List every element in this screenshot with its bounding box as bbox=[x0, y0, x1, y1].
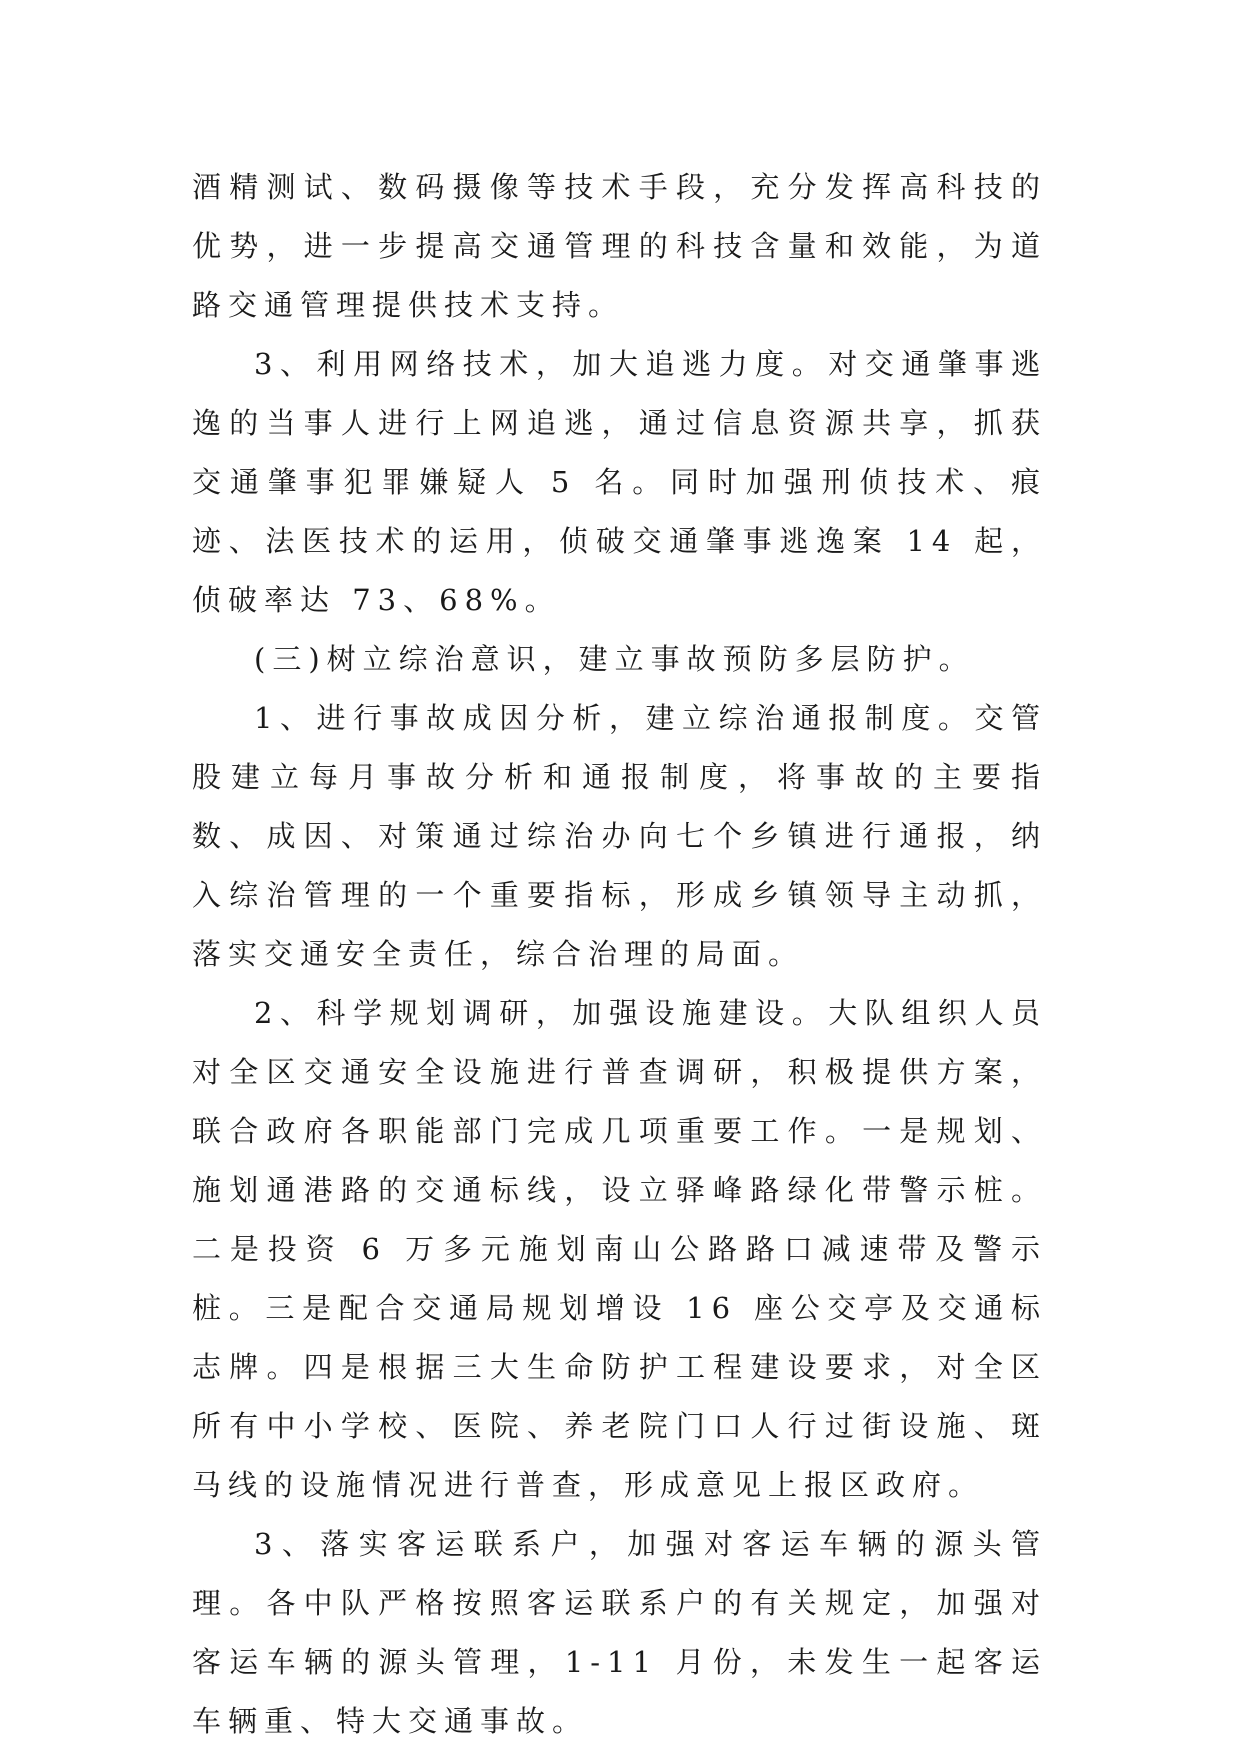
paragraph-passenger-transport: 3、落实客运联系户，加强对客运车辆的源头管理。各中队严格按照客运联系户的有关规定，加强对客运车辆的源头管理，1-11 月份，未发生一起客运车辆重、特大交通事故。 bbox=[192, 1527, 1047, 1738]
paragraph-accident-analysis: 1、进行事故成因分析，建立综治通报制度。交管股建立每月事故分析和通报制度，将事故的主要指数、成因、对策通过综治办向七个乡镇进行通报，纳入综治管理的一个重要指标，形成乡镇领导主动抓，落实交通安全责任，综合治理的局面。 bbox=[192, 701, 1047, 971]
paragraph-network-pursuit: 3、利用网络技术，加大追逃力度。对交通肇事逃逸的当事人进行上网追逃，通过信息资源共享，抓获交通肇事犯罪嫌疑人 5 名。同时加强刑侦技术、痕迹、法医技术的运用，侦破交通肇事逃逸案 14 起，侦破率达 73、68%。 bbox=[192, 347, 1047, 617]
paragraph-facility-construction: 2、科学规划调研，加强设施建设。大队组织人员对全区交通安全设施进行普查调研，积极提供方案，联合政府各职能部门完成几项重要工作。一是规划、施划通港路的交通标线，设立驿峰路绿化带警示桩。二是投资 6 万多元施划南山公路路口减速带及警示桩。三是配合交通局规划增设 16 座公交亭及交通标志牌。四是根据三大生命防护工程建设要求，对全区所有中小学校、医院、养老院门口人行过街设施、斑马线的设施情况进行普查，形成意见上报区政府。 bbox=[192, 996, 1047, 1502]
section-heading-comprehensive-governance: (三)树立综治意识，建立事故预防多层防护。 bbox=[254, 642, 975, 676]
document-page bbox=[192, 158, 1047, 1751]
paragraph-tech-support: 酒精测试、数码摄像等技术手段，充分发挥高科技的优势，进一步提高交通管理的科技含量和效能，为道路交通管理提供技术支持。 bbox=[192, 170, 1047, 322]
